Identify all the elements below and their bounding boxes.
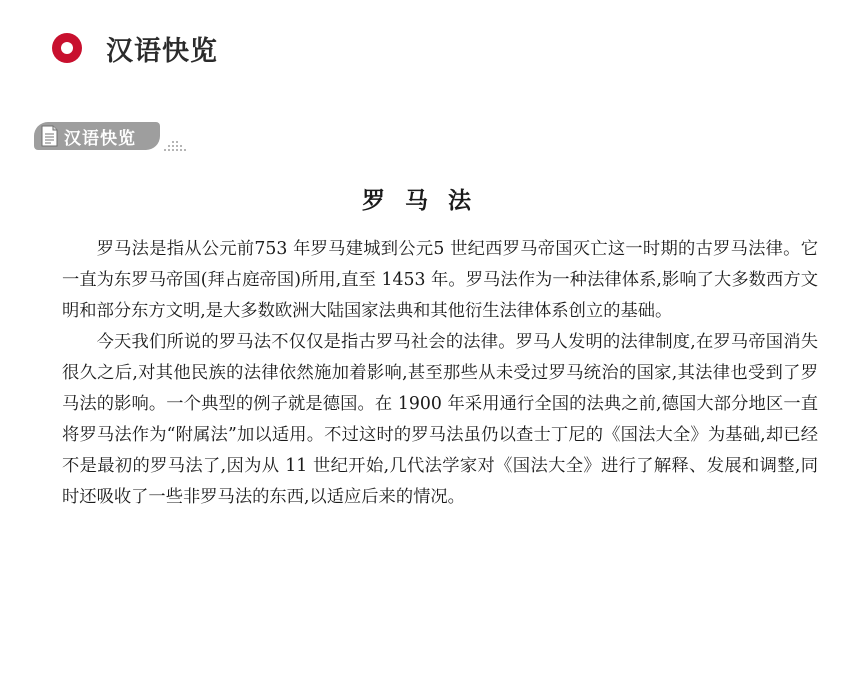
article-title: 罗马法 [362,187,491,214]
paragraph: 今天我们所说的罗马法不仅仅是指古罗马社会的法律。罗马人发明的法律制度,在罗马帝国消失很久之后,对其他民族的法律依然施加着影响,甚至那些从未受过罗马统治的国家,其法律也受到了罗马法的影响。一个典型的例子就是德国。在 1900 年采用通行全国的法典之前,德国大部分地区一直将罗马法作为“附属法”加以适用。不过这时的罗马法虽仍以查士丁尼的《国法大全》为基础,却已经不是最初的罗马法了,因为从 11 世纪开始,几代法学家对《国法大全》进行了解释、发展和调整,同时还吸收了一些非罗马法的东西,以适应后来的情况。 [62,332,818,507]
page-header [52,28,218,68]
bullet-icon [52,33,82,63]
section-badge-label: 汉语快览 [64,128,136,149]
section-badge [34,118,184,152]
page-title: 汉语快览 [106,35,218,67]
paragraph: 罗马法是指从公元前753 年罗马建城到公元5 世纪西罗马帝国灭亡这一时期的古罗马法律。它一直为东罗马帝国(拜占庭帝国)所用,直至 1453 年。罗马法作为一种法律体系,影响了大多数西方文明和部分东方文明,是大多数欧洲大陆国家法典和其他衍生法律体系创立的基础。 [62,239,818,321]
document-icon [38,124,60,148]
section-badge-pill [34,122,160,150]
article-body [62,234,818,513]
dotted-decoration [162,138,188,152]
